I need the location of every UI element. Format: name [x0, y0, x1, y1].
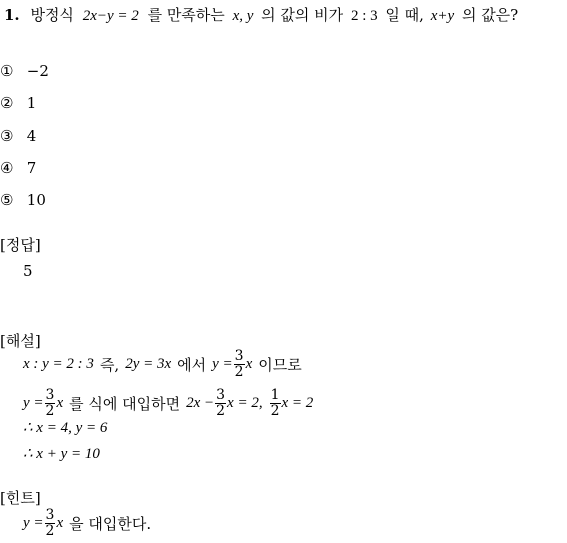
explanation-eq-2: y =: [212, 355, 233, 372]
question-text-4: 일 때,: [385, 6, 424, 24]
choice-value-5: 10: [26, 191, 46, 209]
explanation-line-1: [23, 346, 302, 382]
question-equation: 2x−y = 2: [82, 8, 139, 24]
choice-value-2: 1: [26, 94, 37, 112]
explanation-eq-1: 2y = 3x: [125, 355, 172, 372]
choice-value-1: −2: [26, 62, 49, 80]
explanation-fraction-3: $\frac{3}{2}$: [216, 386, 226, 419]
choice-value-3: 4: [26, 127, 37, 145]
explanation-label: [해설]: [0, 332, 41, 350]
explanation-eq-5: x = 2,: [227, 394, 263, 411]
question-sum: x+y: [430, 8, 455, 24]
explanation-fraction-2: $\frac{3}{2}$: [45, 386, 55, 419]
question-text-5: 의 값은?: [461, 6, 519, 24]
explanation-line-4: ∴ x + y = 10: [23, 446, 100, 462]
choice-mark-4: ④: [0, 159, 14, 177]
answer-label: [정답]: [0, 236, 41, 254]
explanation-var-1: x: [245, 355, 253, 372]
explanation-text-1: 즉,: [99, 355, 120, 374]
explanation-eq-3: y =: [23, 394, 44, 411]
choice-5[interactable]: [0, 191, 46, 209]
choice-mark-3: ③: [0, 127, 14, 145]
hint-label: [힌트]: [0, 489, 41, 507]
hint-eq: y =: [23, 514, 44, 531]
question-text-1: 방정식: [30, 6, 74, 24]
explanation-line-2: [23, 385, 313, 421]
question-text-3: 의 값의 비가: [261, 6, 344, 24]
hint-text: 을 대입한다.: [69, 514, 152, 533]
explanation-var-2: x: [56, 394, 64, 411]
hint-line: [23, 505, 151, 541]
choice-value-4: 7: [26, 159, 37, 177]
explanation-text-2: 에서: [177, 355, 207, 374]
choice-1[interactable]: [0, 62, 49, 80]
answer-value: 5: [23, 262, 33, 280]
choice-mark-1: ①: [0, 62, 14, 80]
choice-4[interactable]: [0, 159, 36, 177]
choice-mark-5: ⑤: [0, 191, 14, 209]
question-number: 1.: [4, 6, 20, 24]
hint-var: x: [56, 514, 64, 531]
question-line: [4, 4, 518, 25]
question-ratio: 2 : 3: [350, 8, 378, 24]
explanation-fraction-4: $\frac{1}{2}$: [270, 386, 280, 419]
explanation-fraction-1: $\frac{3}{2}$: [234, 347, 244, 380]
explanation-line-3: ∴ x = 4, y = 6: [23, 420, 108, 436]
explanation-ratio: x : y = 2 : 3: [23, 355, 94, 372]
question-text-2: 를 만족하는: [147, 6, 225, 24]
explanation-eq-4: 2x −: [186, 394, 215, 411]
choice-3[interactable]: [0, 127, 36, 145]
choice-2[interactable]: [0, 94, 36, 112]
choice-mark-2: ②: [0, 94, 14, 112]
hint-fraction: $\frac{3}{2}$: [45, 506, 55, 539]
explanation-text-4: 를 식에 대입하면: [69, 394, 181, 413]
explanation-text-3: 이므로: [258, 355, 302, 374]
explanation-eq-6: x = 2: [281, 394, 314, 411]
question-vars: x, y: [232, 8, 254, 24]
